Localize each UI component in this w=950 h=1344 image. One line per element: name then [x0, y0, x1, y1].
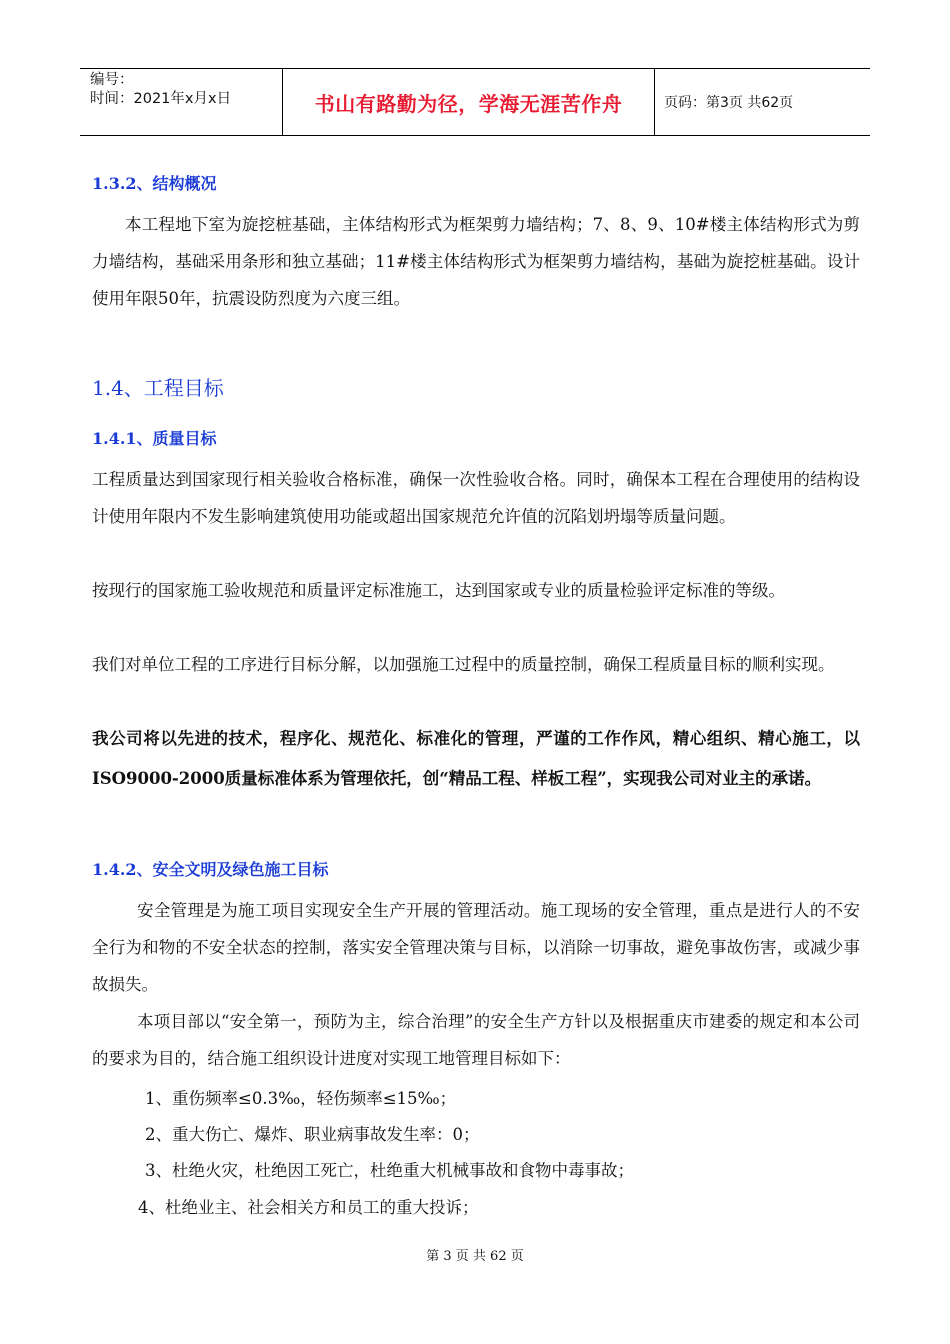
section-1-3-2-title: 1.3.2、结构概况 — [92, 174, 217, 193]
quality-paragraph-3: 我们对单位工程的工序进行目标分解，以加强施工过程中的质量控制，确保工程质量目标的顺利实现。 — [92, 655, 835, 674]
section-1-4-1-title: 1.4.1、质量目标 — [92, 429, 217, 448]
safety-paragraph-1: 安全管理是为施工项目实现安全生产开展的管理活动。施工现场的安全管理，重点是进行人的不安全行为和物的不安全状态的控制，落实安全管理决策与目标，以消除一切事故，避免事故伤害，或减少事故损失。 — [92, 901, 860, 994]
section-1-3-2-body: 本工程地下室为旋挖桩基础，主体结构形式为框架剪力墙结构；7、8、9、10#楼主体结构形式为剪力墙结构，基础采用条形和独立基础；11#楼主体结构形式为框架剪力墙结构，基础为旋挖桩基础。设计使用年限50年，抗震设防烈度为六度三组。 — [92, 215, 860, 308]
safety-goal-item-3: 3、杜绝火灾，杜绝因工死亡，杜绝重大机械事故和食物中毒事故； — [145, 1161, 634, 1180]
date-label: 时间：2021年x月x日 — [90, 91, 232, 107]
number-label: 编号： — [90, 72, 134, 88]
quality-paragraph-1: 工程质量达到国家现行相关验收合格标准，确保一次性验收合格。同时，确保本工程在合理使用的结构设计使用年限内不发生影响建筑使用功能或超出国家规范允许值的沉陷划坍塌等质量问题。 — [92, 470, 860, 526]
page-footer: 第 3 页 共 62 页 — [426, 1249, 524, 1264]
safety-goal-item-2: 2、重大伤亡、爆炸、职业病事故发生率：0； — [145, 1125, 480, 1144]
quality-commitment-paragraph: 我公司将以先进的技术，程序化、规范化、标准化的管理，严谨的工作作风，精心组织、精心施工，以ISO9000-2000质量标准体系为管理依托，创“精品工程、样板工程”，实现我公司对业主的承诺。 — [92, 729, 860, 788]
document-header — [80, 68, 870, 136]
section-1-4-title: 1.4、工程目标 — [92, 376, 224, 400]
safety-goal-item-4: 4、杜绝业主、社会相关方和员工的重大投诉； — [138, 1198, 479, 1217]
safety-paragraph-2: 本项目部以“安全第一，预防为主，综合治理”的安全生产方针以及根据重庆市建委的规定和本公司的要求为目的，结合施工组织设计进度对实现工地管理目标如下： — [92, 1012, 860, 1068]
header-page-info: 页码：第3页 共62页 — [664, 95, 794, 111]
header-motto: 书山有路勤为径，学海无涯苦作舟 — [282, 69, 655, 135]
section-1-4-2-title: 1.4.2、安全文明及绿色施工目标 — [92, 860, 329, 879]
header-meta — [80, 69, 282, 135]
safety-goal-item-1: 1、重伤频率≤0.3‰，轻伤频率≤15‰； — [145, 1089, 457, 1108]
quality-paragraph-2: 按现行的国家施工验收规范和质量评定标准施工，达到国家或专业的质量检验评定标准的等级。 — [92, 581, 785, 600]
